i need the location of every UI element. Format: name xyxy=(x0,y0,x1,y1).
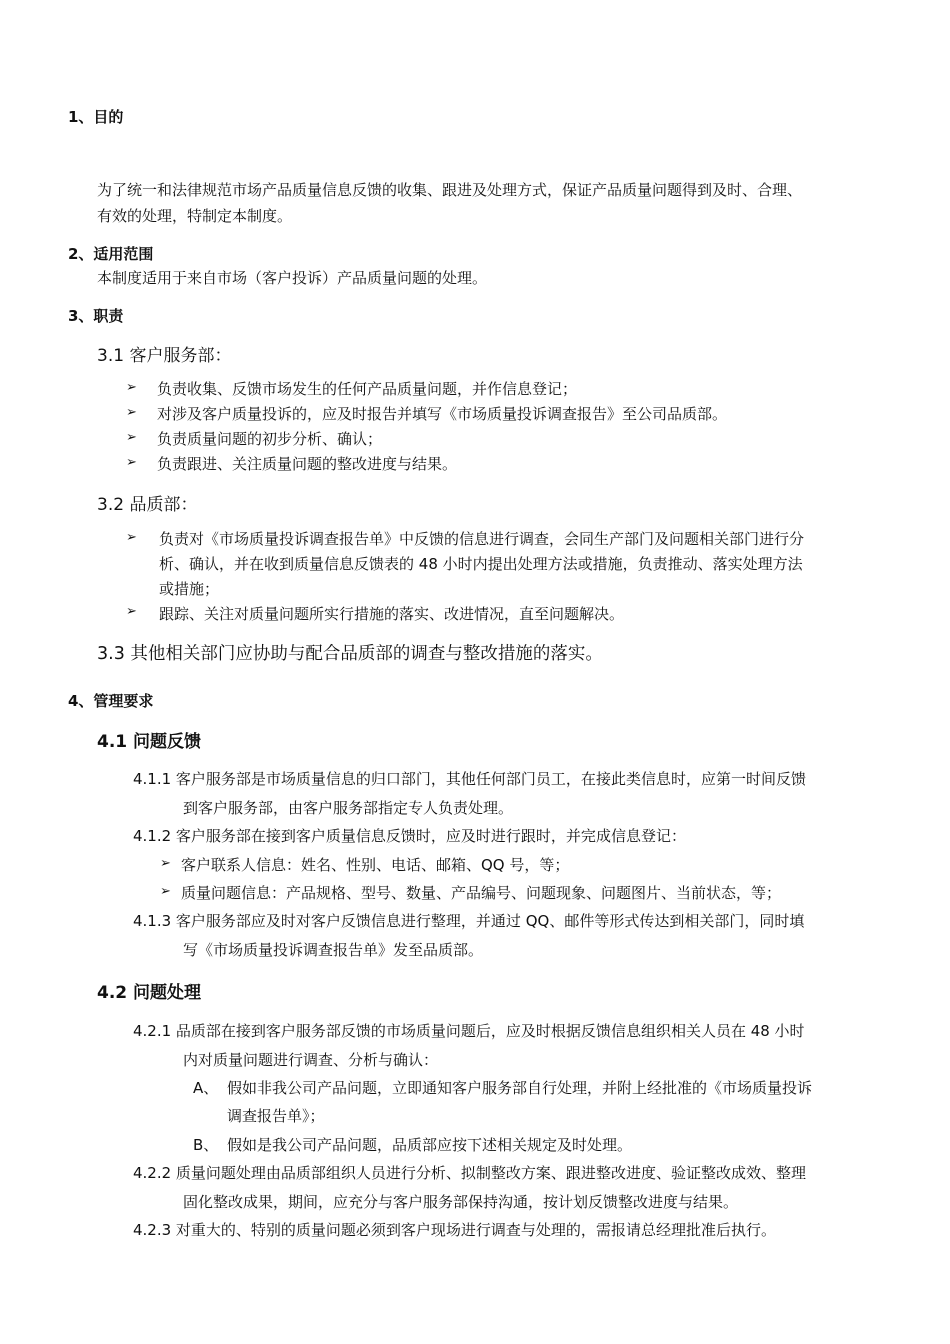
option-a-label: A、 xyxy=(193,1079,219,1097)
list-item: 跟踪、关注对质量问题所实行措施的落实、改进情况，直至问题解决。 xyxy=(159,605,625,623)
subsection-4-2-title: 4.2 问题处理 xyxy=(97,983,202,1003)
clause-4-1-1-line-2: 到客户服务部，由客户服务部指定专人负责处理。 xyxy=(183,799,514,817)
bullet-arrow-icon: ➢ xyxy=(160,856,171,871)
option-b-label: B、 xyxy=(193,1136,219,1154)
list-item-line-2: 析、确认，并在收到质量信息反馈表的 48 小时内提出处理方法或措施，负责推动、落实处理方法 xyxy=(159,555,803,573)
list-item: 负责跟进、关注质量问题的整改进度与结果。 xyxy=(157,455,458,473)
section-3-heading: 3、职责 xyxy=(68,307,124,325)
bullet-arrow-icon: ➢ xyxy=(160,884,171,899)
bullet-arrow-icon: ➢ xyxy=(126,430,137,445)
list-item: 质量问题信息：产品规格、型号、数量、产品编号、问题现象、问题图片、当前状态，等； xyxy=(181,884,782,902)
clause-4-1-3-line-1: 4.1.3 客户服务部应及时对客户反馈信息进行整理，并通过 QQ、邮件等形式传达到相关部门，同时填 xyxy=(133,912,805,930)
list-item: 对涉及客户质量投诉的，应及时报告并填写《市场质量投诉调查报告》至公司品质部。 xyxy=(157,405,728,423)
list-item: 负责收集、反馈市场发生的任何产品质量问题，并作信息登记； xyxy=(157,380,578,398)
clause-4-2-1-line-2: 内对质量问题进行调查、分析与确认： xyxy=(183,1051,439,1069)
subsection-3-2-title: 3.2 品质部： xyxy=(97,495,198,515)
section-1-text-line-1: 为了统一和法律规范市场产品质量信息反馈的收集、跟进及处理方式，保证产品质量问题得到及时、合理、 xyxy=(97,181,803,199)
bullet-arrow-icon: ➢ xyxy=(126,530,137,545)
section-1-text-line-2: 有效的处理，特制定本制度。 xyxy=(97,207,293,225)
list-item: 负责质量问题的初步分析、确认； xyxy=(157,430,383,448)
clause-4-1-1-line-1: 4.1.1 客户服务部是市场质量信息的归口部门，其他任何部门员工，在接此类信息时，应第一时间反馈 xyxy=(133,770,806,788)
subsection-4-1-title: 4.1 问题反馈 xyxy=(97,732,202,752)
subsection-3-1-title: 3.1 客户服务部： xyxy=(97,346,232,366)
bullet-arrow-icon: ➢ xyxy=(126,455,137,470)
option-a-line-1: 假如非我公司产品问题，立即通知客户服务部自行处理，并附上经批准的《市场质量投诉 xyxy=(227,1079,813,1097)
clause-4-2-2-line-1: 4.2.2 质量问题处理由品质部组织人员进行分析、拟制整改方案、跟进整改进度、验证整改成效、整理 xyxy=(133,1164,806,1182)
clause-4-2-3: 4.2.3 对重大的、特别的质量问题必须到客户现场进行调查与处理的，需报请总经理批准后执行。 xyxy=(133,1221,776,1239)
section-2-text: 本制度适用于来自市场（客户投诉）产品质量问题的处理。 xyxy=(97,269,488,287)
clause-4-2-1-line-1: 4.2.1 品质部在接到客户服务部反馈的市场质量问题后，应及时根据反馈信息组织相关人员在 48 小时 xyxy=(133,1022,805,1040)
option-a-line-2: 调查报告单》； xyxy=(227,1107,325,1125)
clause-4-1-3-line-2: 写《市场质量投诉调查报告单》发至品质部。 xyxy=(183,941,484,959)
option-b-text: 假如是我公司产品问题，品质部应按下述相关规定及时处理。 xyxy=(227,1136,633,1154)
section-1-heading: 1、目的 xyxy=(68,108,124,126)
bullet-arrow-icon: ➢ xyxy=(126,405,137,420)
subsection-3-3-text: 3.3 其他相关部门应协助与配合品质部的调查与整改措施的落实。 xyxy=(97,644,603,664)
list-item: 客户联系人信息：姓名、性别、电话、邮箱、QQ 号，等； xyxy=(181,856,570,874)
bullet-arrow-icon: ➢ xyxy=(126,604,137,619)
section-2-heading: 2、适用范围 xyxy=(68,245,154,263)
bullet-arrow-icon: ➢ xyxy=(126,380,137,395)
list-item-line-1: 负责对《市场质量投诉调查报告单》中反馈的信息进行调查，会同生产部门及问题相关部门进行分 xyxy=(159,530,805,548)
clause-4-2-2-line-2: 固化整改成果，期间，应充分与客户服务部保持沟通，按计划反馈整改进度与结果。 xyxy=(183,1193,739,1211)
list-item-line-3: 或措施； xyxy=(159,580,220,598)
clause-4-1-2: 4.1.2 客户服务部在接到客户质量信息反馈时，应及时进行跟时，并完成信息登记： xyxy=(133,827,686,845)
section-4-heading: 4、管理要求 xyxy=(68,692,154,710)
